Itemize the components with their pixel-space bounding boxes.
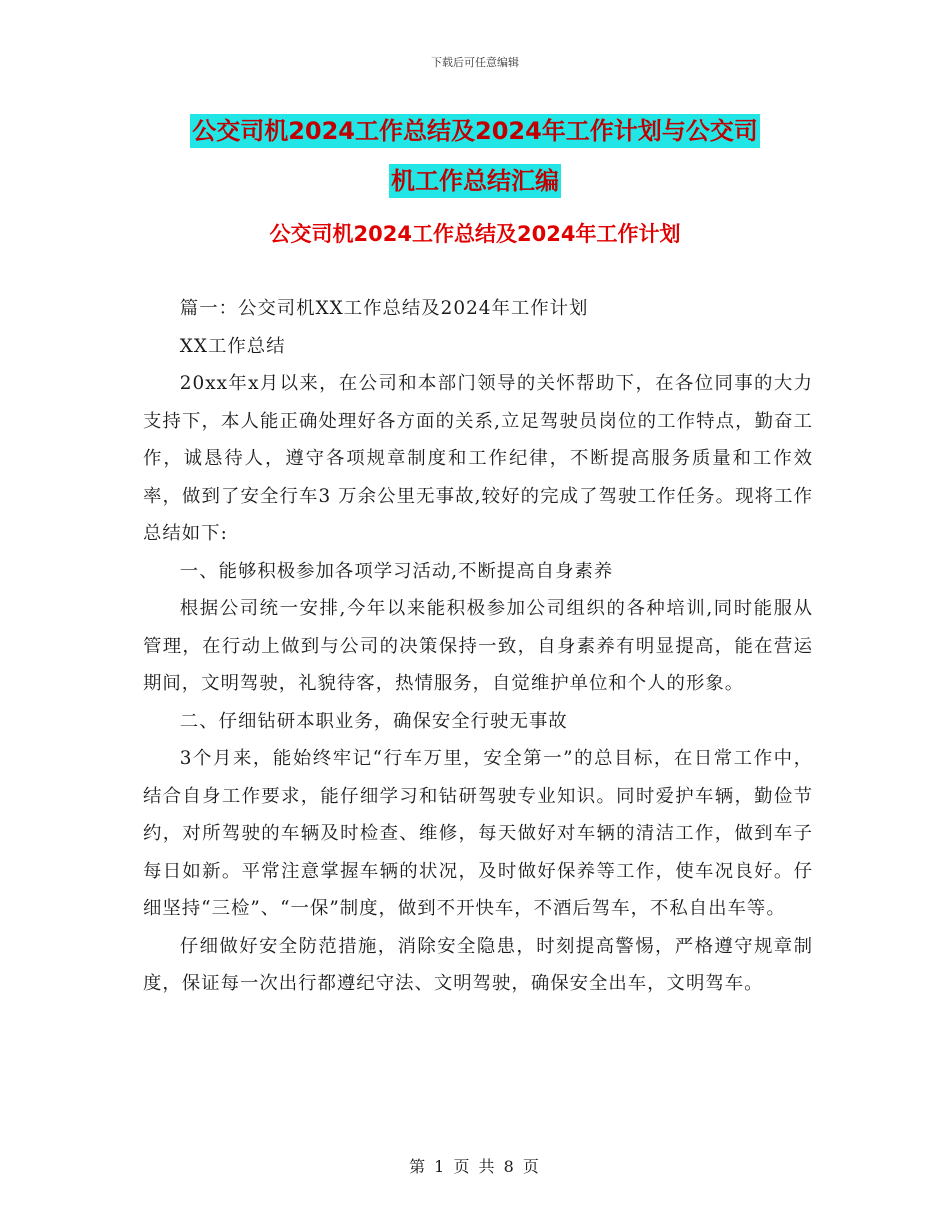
section-title: 公交司机2024工作总结及2024年工作计划 xyxy=(269,222,681,246)
document-title xyxy=(0,106,950,206)
page-header-note: 下载后可任意编辑 xyxy=(431,56,519,69)
summary-heading: XX工作总结 xyxy=(179,335,286,357)
point-two-heading: 二、仔细钻研本职业务，确保安全行驶无事故 xyxy=(179,710,568,732)
point-one-paragraph: 根据公司统一安排,今年以来能积极参加公司组织的各种培训,同时能服从管理，在行动上做到与公司的决策保持一致，自身素养有明显提高，能在营运期间，文明驾驶，礼貌待客，热情服务，自觉维护单位和个人的形象。 xyxy=(143,598,813,694)
intro-paragraph: 20xx年x月以来，在公司和本部门领导的关怀帮助下，在各位同事的大力支持下，本人能正确处理好各方面的关系,立足驾驶员岗位的工作特点，勤奋工作，诚恳待人，遵守各项规章制度和工作纪律，不断提高服务质量和工作效率，做到了安全行车3 万余公里无事故,较好的完成了驾驶工作任务。现将工作总结如下: xyxy=(143,373,813,544)
document-title-line-2: 机工作总结汇编 xyxy=(389,164,561,198)
safety-paragraph: 仔细做好安全防范措施，消除安全隐患，时刻提高警惕，严格遵守规章制度，保证每一次出行都遵纪守法、文明驾驶，确保安全出车，文明驾车。 xyxy=(143,935,813,994)
point-two-paragraph: 3个月来，能始终牢记“行车万里，安全第一”的总目标，在日常工作中，结合自身工作要求，能仔细学习和钻研驾驶专业知识。同时爱护车辆，勤俭节约，对所驾驶的车辆及时检查、维修，每天做好对车辆的清洁工作，做到车子每日如新。平常注意掌握车辆的状况，及时做好保养等工作，使车况良好。仔细坚持“三检”、“一保”制度，做到不开快车，不酒后驾车，不私自出车等。 xyxy=(143,748,813,919)
page-number-footer: 第 1 页 共 8 页 xyxy=(409,1157,541,1176)
point-one-heading: 一、能够积极参加各项学习活动,不断提高自身素养 xyxy=(179,560,614,582)
document-body xyxy=(143,290,813,1003)
article-heading: 篇一：公交司机XX工作总结及2024年工作计划 xyxy=(179,298,589,319)
document-title-line-1: 公交司机2024工作总结及2024年工作计划与公交司 xyxy=(190,114,760,148)
